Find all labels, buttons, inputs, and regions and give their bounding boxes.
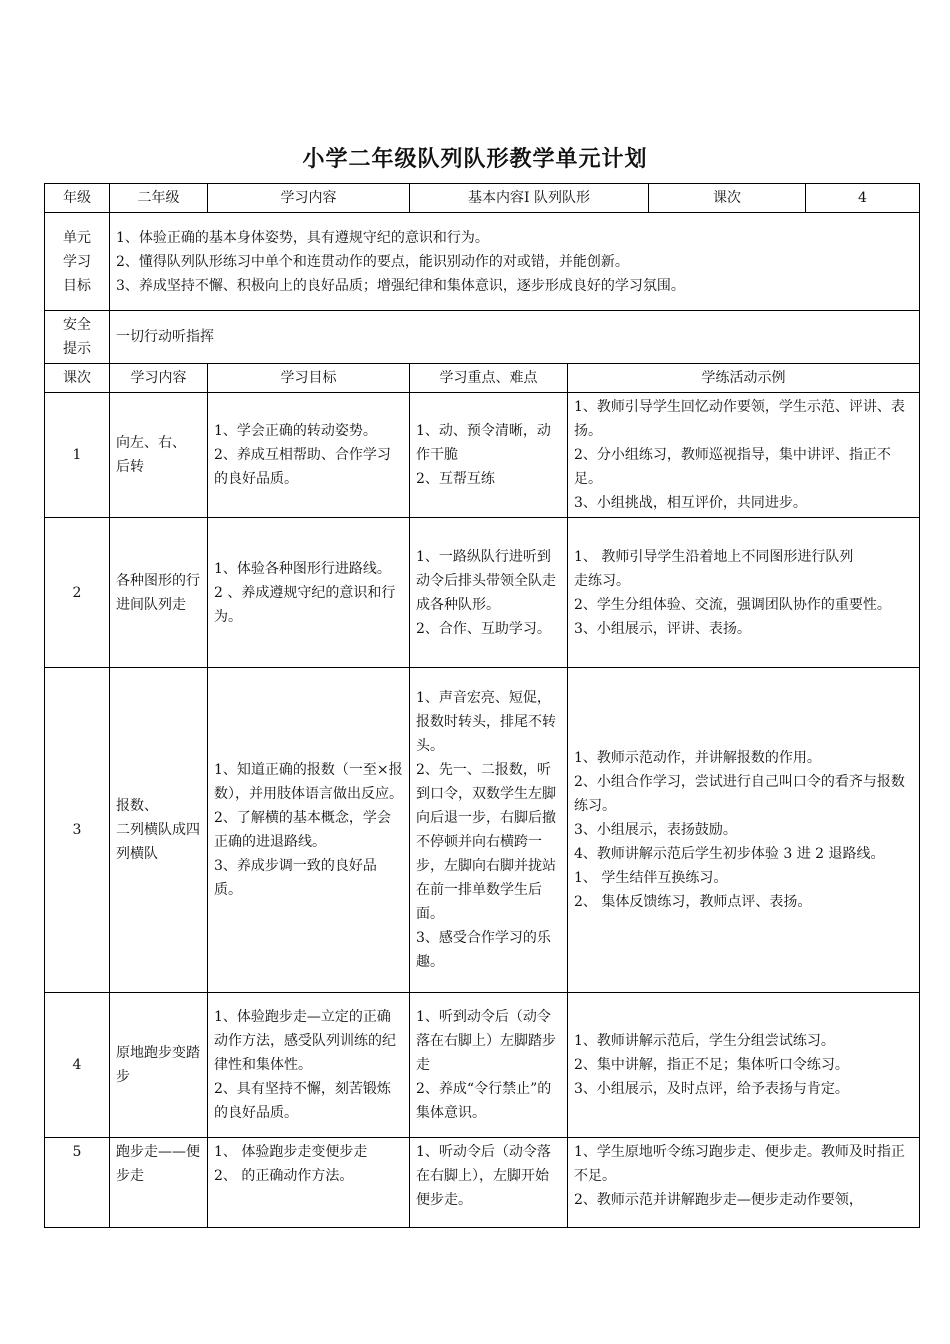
content-line: 跑步走——便步走 — [116, 1144, 200, 1184]
goal-item: 2、了解横的基本概念，学会正确的进退路线。 — [214, 810, 391, 850]
content-line: 报数、 — [116, 798, 158, 814]
goal-item: 1、体验各种图形行进路线。 — [214, 560, 391, 577]
objectives-label-line: 单元 — [63, 229, 91, 246]
content-line: 二列横队成四列横队 — [116, 822, 200, 862]
col-header-keys: 学习重点、难点 — [410, 364, 568, 393]
lesson-number: 4 — [45, 993, 110, 1138]
activity-item: 3、小组展示，评讲、表扬。 — [574, 620, 751, 637]
objectives-label-line: 学习 — [63, 253, 91, 270]
lesson-keys — [410, 1138, 568, 1228]
content-line: 各种图形的行进间队列走 — [116, 572, 200, 613]
col-header-goals: 学习目标 — [208, 364, 410, 393]
lessons-value: 4 — [806, 184, 920, 213]
lessons-label: 课次 — [649, 184, 806, 213]
key-item: 2、互帮互练 — [416, 471, 495, 487]
content-line: 向左、右、 — [116, 435, 186, 451]
header-row — [45, 184, 920, 213]
lesson-activities — [568, 518, 920, 668]
activity-item: 3、小组展示，表扬鼓励。 — [574, 822, 737, 838]
lesson-row — [45, 518, 920, 668]
activity-item: 1、教师讲解示范后，学生分组尝试练习。 — [574, 1033, 835, 1049]
goal-item: 1、体验跑步走—立定的正确动作方法，感受队列训练的纪律性和集体性。 — [214, 1009, 396, 1073]
activity-item: 1、教师示范动作，并讲解报数的作用。 — [574, 750, 821, 766]
goal-item: 1、学会正确的转动姿势。 — [214, 423, 377, 439]
goal-item: 2 、养成遵规守纪的意识和行为。 — [214, 584, 396, 625]
grade-label: 年级 — [45, 184, 110, 213]
safety-label-line: 安全 — [63, 317, 91, 333]
activity-item: 1、 教师引导学生沿着地上不同图形进行队列 — [574, 548, 854, 565]
safety-label-line: 提示 — [63, 341, 91, 357]
lesson-content — [110, 518, 208, 668]
activity-item: 3、小组展示，及时点评，给予表扬与肯定。 — [574, 1081, 849, 1097]
lesson-content — [110, 993, 208, 1138]
safety-text: 一切行动听指挥 — [110, 311, 920, 364]
goal-item: 2、 的正确动作方法。 — [214, 1168, 354, 1184]
key-item: 2、合作、互助学习。 — [416, 620, 551, 637]
lesson-keys — [410, 393, 568, 518]
lesson-goals — [208, 518, 410, 668]
lesson-activities — [568, 993, 920, 1138]
key-item: 1、动、预令清晰，动作干脆 — [416, 423, 551, 463]
lesson-goals — [208, 1138, 410, 1228]
col-header-lesson: 课次 — [45, 364, 110, 393]
grade-value: 二年级 — [110, 184, 208, 213]
activity-item: 1、 学生结伴互换练习。 — [574, 870, 728, 886]
page-title: 小学二年级队列队形教学单元计划 — [302, 147, 648, 172]
lesson-content — [110, 393, 208, 518]
lesson-content — [110, 668, 208, 993]
key-item: 1、听动令后（动令落在右脚上），左脚开始便步走。 — [416, 1144, 551, 1208]
goal-item: 2、具有坚持不懈，刻苦锻炼的良好品质。 — [214, 1081, 391, 1121]
activity-item: 3、小组挑战，相互评价，共同进步。 — [574, 495, 807, 511]
goal-item: 1、 体验跑步走变便步走 — [214, 1144, 368, 1160]
key-item: 3、感受合作学习的乐趣。 — [416, 930, 551, 970]
objectives-label-line: 目标 — [63, 277, 91, 294]
col-header-content: 学习内容 — [110, 364, 208, 393]
activity-item: 2、分小组练习，教师巡视指导，集中讲评、指正不足。 — [574, 447, 891, 487]
objectives-text — [110, 213, 920, 311]
lesson-keys — [410, 993, 568, 1138]
unit-plan-table — [44, 183, 920, 1228]
lesson-activities — [568, 1138, 920, 1228]
objective-item: 3、养成坚持不懈、积极向上的良好品质；增强纪律和集体意识，逐步形成良好的学习氛围。 — [116, 277, 685, 294]
lesson-goals — [208, 393, 410, 518]
lesson-number: 1 — [45, 393, 110, 518]
lesson-activities — [568, 393, 920, 518]
lesson-number: 5 — [45, 1138, 110, 1228]
lesson-row — [45, 393, 920, 518]
objective-item: 2、懂得队列队形练习中单个和连贯动作的要点，能识别动作的对或错，并能创新。 — [116, 253, 629, 270]
activity-item: 2、学生分组体验、交流，强调团队协作的重要性。 — [574, 596, 891, 613]
activity-item: 1、学生原地听令练习跑步走、便步走。教师及时指正不足。 — [574, 1144, 905, 1184]
objectives-label — [45, 213, 110, 311]
lesson-keys — [410, 668, 568, 993]
content-line: 原地跑步变踏步 — [116, 1045, 200, 1085]
lesson-number: 2 — [45, 518, 110, 668]
content-line: 后转 — [116, 459, 144, 475]
content-value: 基本内容Ⅰ 队列队形 — [410, 184, 649, 213]
activity-item: 2、集中讲解，指正不足；集体听口令练习。 — [574, 1057, 849, 1073]
lesson-row — [45, 668, 920, 993]
lesson-number: 3 — [45, 668, 110, 993]
col-header-activities: 学练活动示例 — [568, 364, 920, 393]
lesson-row — [45, 1138, 920, 1228]
activity-item: 2、教师示范并讲解跑步走—便步走动作要领， — [574, 1192, 863, 1208]
key-item: 1、声音宏亮、短促，报数时转头，排尾不转头。 — [416, 690, 556, 754]
lesson-content — [110, 1138, 208, 1228]
lesson-row — [45, 993, 920, 1138]
lesson-goals — [208, 668, 410, 993]
activity-item: 1、教师引导学生回忆动作要领，学生示范、评讲、表扬。 — [574, 399, 905, 439]
key-item: 2、养成“令行禁止”的集体意识。 — [416, 1081, 552, 1121]
content-label: 学习内容 — [208, 184, 410, 213]
activity-item: 2、小组合作学习，尝试进行自己叫口令的看齐与报数练习。 — [574, 774, 905, 814]
activity-item: 4、教师讲解示范后学生初步体验 3 进 2 退路线。 — [574, 846, 885, 862]
column-header-row — [45, 364, 920, 393]
safety-row — [45, 311, 920, 364]
goal-item: 1、知道正确的报数（一至×报数），并用肢体语言做出反应。 — [214, 762, 403, 802]
goal-item: 3、养成步调一致的良好品质。 — [214, 858, 377, 898]
lesson-keys — [410, 518, 568, 668]
lesson-goals — [208, 993, 410, 1138]
safety-label — [45, 311, 110, 364]
key-item: 1、听到动令后（动令落在右脚上）左脚踏步走 — [416, 1009, 556, 1073]
key-item: 2、先一、二报数，听到口令，双数学生左脚向后退一步，右脚后撤不停顿并向右横跨一步，左脚向右脚并拢站在前一排单数学生后面。 — [416, 762, 556, 922]
key-item: 1、一路纵队行进听到动令后排头带领全队走成各种队形。 — [416, 548, 556, 613]
objective-item: 1、体验正确的基本身体姿势，具有遵规守纪的意识和行为。 — [116, 229, 489, 246]
activity-item: 走练习。 — [574, 572, 630, 589]
activity-item: 2、 集体反馈练习，教师点评、表扬。 — [574, 894, 812, 910]
goal-item: 2、养成互相帮助、合作学习的良好品质。 — [214, 447, 391, 487]
objectives-row — [45, 213, 920, 311]
lesson-activities — [568, 668, 920, 993]
